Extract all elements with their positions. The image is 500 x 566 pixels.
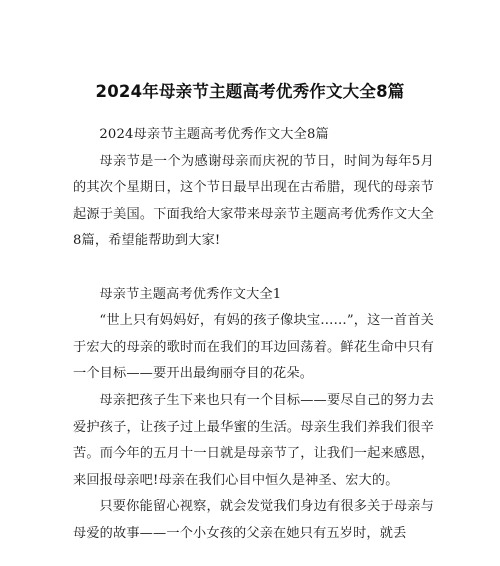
blank-line (73, 255, 434, 282)
body-paragraph: 只要你能留心视察，就会发觉我们身边有很多关于母亲与母爱的故事——一个小女孩的父亲在她只有五岁时，就丢 (73, 499, 434, 541)
document-body (73, 122, 434, 548)
section-heading: 母亲节主题高考优秀作文大全1 (99, 286, 282, 302)
body-paragraph: “世上只有妈妈好，有妈的孩子像块宝……”，这一首首关于宏大的母亲的歌时而在我们的耳边回荡着。鲜花生命中只有一个目标——要开出最绚丽夺目的花朵。 (73, 313, 434, 382)
subtitle-paragraph: 2024母亲节主题高考优秀作文大全8篇 (99, 127, 329, 142)
intro-paragraph: 母亲节是一个为感谢母亲而庆祝的节日，时间为每年5月的其次个星期日，这个节日最早出现在古希腊，现代的母亲节起源于美国。下面我给大家带来母亲节主题高考优秀作文大全8篇，希望能帮助到大家! (73, 153, 434, 249)
document-title: 2024年母亲节主题高考优秀作文大全8篇 (95, 82, 405, 101)
body-paragraph: 母亲把孩子生下来也只有一个目标——要尽自己的努力去爱护孩子，让孩子过上最华蜜的生活。母亲生我们养我们很辛苦。而今年的五月十一日就是母亲节了，让我们一起来感恩，来回报母亲吧!母亲在我们心目中恒久是神圣、宏大的。 (73, 392, 434, 488)
